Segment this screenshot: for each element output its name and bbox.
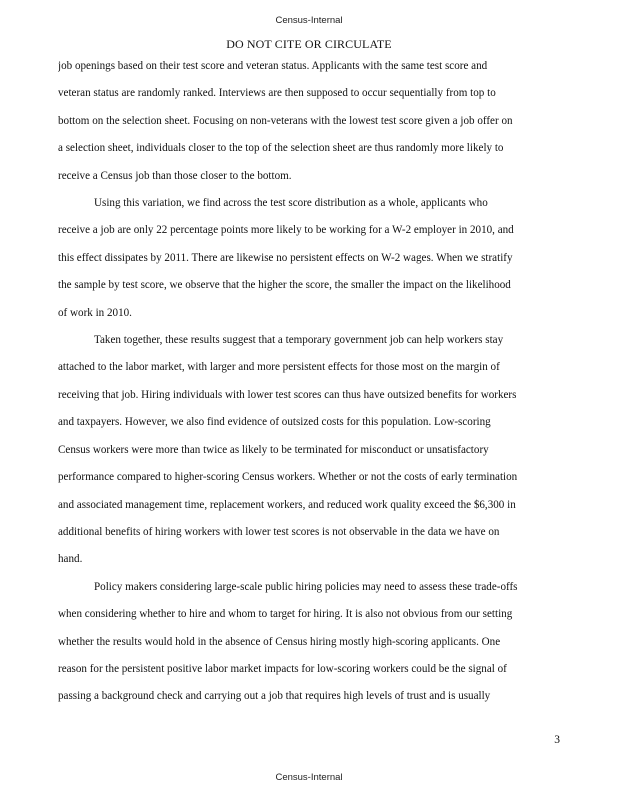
footer-classification-label: Census-Internal bbox=[275, 772, 343, 783]
text-line: performance compared to higher-scoring Census workers. Whether or not the costs of early termination bbox=[58, 471, 518, 484]
text-line: hand. bbox=[58, 553, 83, 566]
text-line: passing a background check and carrying out a job that requires high levels of trust and is usually bbox=[58, 690, 491, 703]
document-body bbox=[58, 53, 560, 711]
text-line: receive a job are only 22 percentage points more likely to be working for a W-2 employer in 2010, and bbox=[58, 224, 514, 237]
text-line: of work in 2010. bbox=[58, 306, 132, 319]
text-line: additional benefits of hiring workers with lower test scores is not observable in the data we have on bbox=[58, 525, 500, 538]
text-line: veteran status are randomly ranked. Interviews are then supposed to occur sequentially from top to bbox=[58, 87, 496, 100]
text-line: job openings based on their test score and veteran status. Applicants with the same test score and bbox=[58, 60, 488, 72]
text-line: receive a Census job than those closer to the bottom. bbox=[58, 169, 292, 182]
text-line: whether the results would hold in the absence of Census hiring mostly high-scoring applicants. One bbox=[58, 635, 501, 648]
paragraph-2 bbox=[58, 190, 560, 327]
paragraph-1 bbox=[58, 53, 560, 190]
text-line: Census workers were more than twice as likely to be terminated for misconduct or unsatisfactory bbox=[58, 443, 489, 456]
text-line: Taken together, these results suggest that a temporary government job can help workers stay bbox=[94, 334, 504, 347]
paragraph-4 bbox=[58, 574, 560, 711]
text-line: and associated management time, replacement workers, and reduced work quality exceed the $6,300 in bbox=[58, 498, 516, 511]
header-classification-label: Census-Internal bbox=[275, 15, 343, 26]
do-not-cite-notice: DO NOT CITE OR CIRCULATE bbox=[226, 37, 392, 51]
text-line: Using this variation, we find across the test score distribution as a whole, applicants who bbox=[94, 197, 488, 210]
text-line: receiving that job. Hiring individuals with lower test scores can thus have outsized benefits for workers bbox=[58, 388, 517, 401]
text-line: reason for the persistent positive labor market impacts for low-scoring workers could be the signal of bbox=[58, 662, 507, 675]
text-line: and taxpayers. However, we also find evidence of outsized costs for this population. Low-scoring bbox=[58, 416, 491, 429]
page-number: 3 bbox=[554, 734, 560, 746]
text-line: a selection sheet, individuals closer to the top of the selection sheet are thus randomly more likely to bbox=[58, 142, 504, 155]
paragraph-3 bbox=[58, 327, 560, 574]
text-line: when considering whether to hire and whom to target for hiring. It is also not obvious from our setting bbox=[58, 608, 513, 621]
text-line: the sample by test score, we observe that the higher the score, the smaller the impact on the likelihood bbox=[58, 279, 511, 292]
text-line: attached to the labor market, with larger and more persistent effects for those most on the margin of bbox=[58, 361, 500, 374]
text-line: bottom on the selection sheet. Focusing on non-veterans with the lowest test score given a job offer on bbox=[58, 114, 513, 127]
text-line: this effect dissipates by 2011. There are likewise no persistent effects on W-2 wages. When we stratify bbox=[58, 251, 513, 264]
text-line: Policy makers considering large-scale public hiring policies may need to assess these trade-offs bbox=[94, 580, 518, 593]
